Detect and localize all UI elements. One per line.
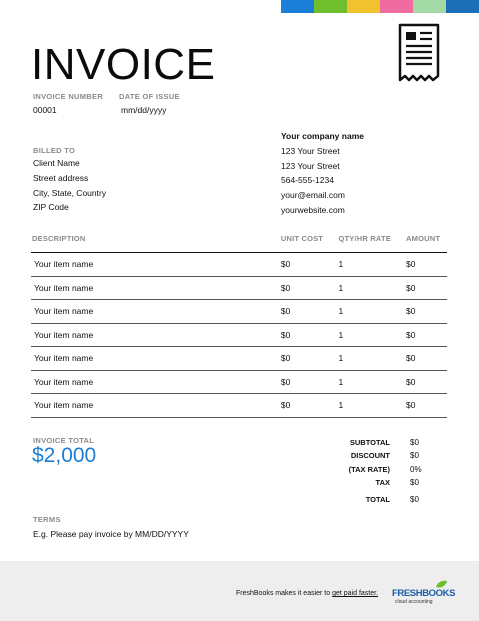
item-amount: $0 — [406, 370, 447, 394]
item-unit-cost[interactable]: $0 — [281, 300, 339, 324]
item-amount: $0 — [406, 347, 447, 371]
item-unit-cost[interactable]: $0 — [281, 394, 339, 418]
tagline-text: FreshBooks makes it easier to — [236, 590, 333, 597]
item-unit-cost[interactable]: $0 — [281, 347, 339, 371]
totals-summary — [340, 436, 450, 506]
table-row — [31, 323, 447, 347]
item-unit-cost[interactable]: $0 — [281, 323, 339, 347]
item-qty[interactable]: 1 — [338, 347, 406, 371]
item-amount: $0 — [406, 253, 447, 277]
item-description[interactable]: Your item name — [31, 276, 281, 300]
item-qty[interactable]: 1 — [338, 370, 406, 394]
item-qty[interactable]: 1 — [338, 394, 406, 418]
stripe-segment — [314, 0, 347, 13]
discount-value[interactable]: $0 — [410, 451, 419, 461]
tax-row — [340, 476, 450, 489]
unit-cost-header: UNIT COST — [281, 232, 339, 253]
item-unit-cost[interactable]: $0 — [281, 370, 339, 394]
receipt-icon — [396, 22, 446, 82]
item-description[interactable]: Your item name — [31, 253, 281, 277]
company-street-1[interactable]: 123 Your Street — [281, 145, 340, 156]
total-row — [340, 493, 450, 506]
item-qty[interactable]: 1 — [338, 253, 406, 277]
invoice-title: INVOICE — [31, 40, 216, 89]
client-street[interactable]: Street address — [33, 172, 89, 183]
item-description[interactable]: Your item name — [31, 300, 281, 324]
stripe-segment — [347, 0, 380, 13]
discount-row — [340, 449, 450, 462]
invoice-total-value: $2,000 — [32, 444, 97, 467]
item-qty[interactable]: 1 — [338, 300, 406, 324]
amount-header: AMOUNT — [406, 232, 447, 253]
terms-label: TERMS — [33, 515, 61, 524]
subtotal-value: $0 — [410, 438, 419, 448]
item-unit-cost[interactable]: $0 — [281, 253, 339, 277]
subtotal-label: SUBTOTAL — [349, 438, 390, 448]
item-amount: $0 — [406, 300, 447, 324]
company-email[interactable]: your@email.com — [281, 190, 345, 201]
tax-value: $0 — [410, 478, 419, 488]
table-header-row — [31, 232, 447, 253]
item-description[interactable]: Your item name — [31, 323, 281, 347]
date-of-issue-value[interactable]: mm/dd/yyyy — [121, 105, 167, 115]
items-table — [31, 232, 447, 418]
item-amount: $0 — [406, 323, 447, 347]
date-of-issue-label: DATE OF ISSUE — [119, 92, 180, 101]
tax-rate-label: (TAX RATE) — [348, 464, 390, 474]
item-amount: $0 — [406, 394, 447, 418]
stripe-segment — [380, 0, 413, 13]
terms-text[interactable]: E.g. Please pay invoice by MM/DD/YYYY — [33, 529, 189, 539]
stripe-segment — [446, 0, 479, 13]
item-description[interactable]: Your item name — [31, 394, 281, 418]
invoice-number-value[interactable]: 00001 — [33, 105, 57, 115]
billed-to-label: BILLED TO — [33, 146, 76, 155]
tax-rate-value[interactable]: 0% — [410, 464, 422, 474]
table-row — [31, 253, 447, 277]
footer-tagline — [236, 590, 378, 597]
logo-subtext: cloud accounting — [395, 599, 433, 605]
stripe-segment — [413, 0, 446, 13]
subtotal-row — [340, 436, 450, 449]
get-paid-faster-link[interactable]: get paid faster. — [332, 590, 379, 597]
client-city[interactable]: City, State, Country — [33, 187, 107, 198]
company-website[interactable]: yourwebsite.com — [281, 204, 345, 215]
company-phone[interactable]: 564-555-1234 — [281, 175, 334, 186]
client-zip[interactable]: ZIP Code — [33, 202, 69, 213]
company-info — [281, 131, 364, 215]
item-unit-cost[interactable]: $0 — [281, 276, 339, 300]
company-name[interactable]: Your company name — [281, 131, 364, 141]
table-row — [31, 300, 447, 324]
item-qty[interactable]: 1 — [338, 323, 406, 347]
client-address — [33, 158, 106, 212]
tax-rate-row — [340, 463, 450, 476]
discount-label: DISCOUNT — [350, 451, 390, 461]
item-description[interactable]: Your item name — [31, 370, 281, 394]
item-qty[interactable]: 1 — [338, 276, 406, 300]
company-street-2[interactable]: 123 Your Street — [281, 160, 340, 171]
total-label: TOTAL — [365, 495, 390, 505]
stripe-segment — [281, 0, 314, 13]
tax-label: TAX — [375, 478, 390, 488]
client-name[interactable]: Client Name — [33, 158, 80, 168]
invoice-total-label: INVOICE TOTAL — [33, 436, 95, 445]
table-row — [31, 347, 447, 371]
total-value: $0 — [410, 495, 419, 505]
qty-header: QTY/HR RATE — [338, 232, 406, 253]
freshbooks-logo[interactable] — [392, 580, 456, 606]
invoice-number-label: INVOICE NUMBER — [33, 92, 104, 101]
item-amount: $0 — [406, 276, 447, 300]
description-header: DESCRIPTION — [31, 232, 281, 253]
table-row — [31, 276, 447, 300]
item-description[interactable]: Your item name — [31, 347, 281, 371]
table-row — [31, 394, 447, 418]
table-row — [31, 370, 447, 394]
logo-wordmark: FRESHBOOKS — [392, 588, 456, 599]
